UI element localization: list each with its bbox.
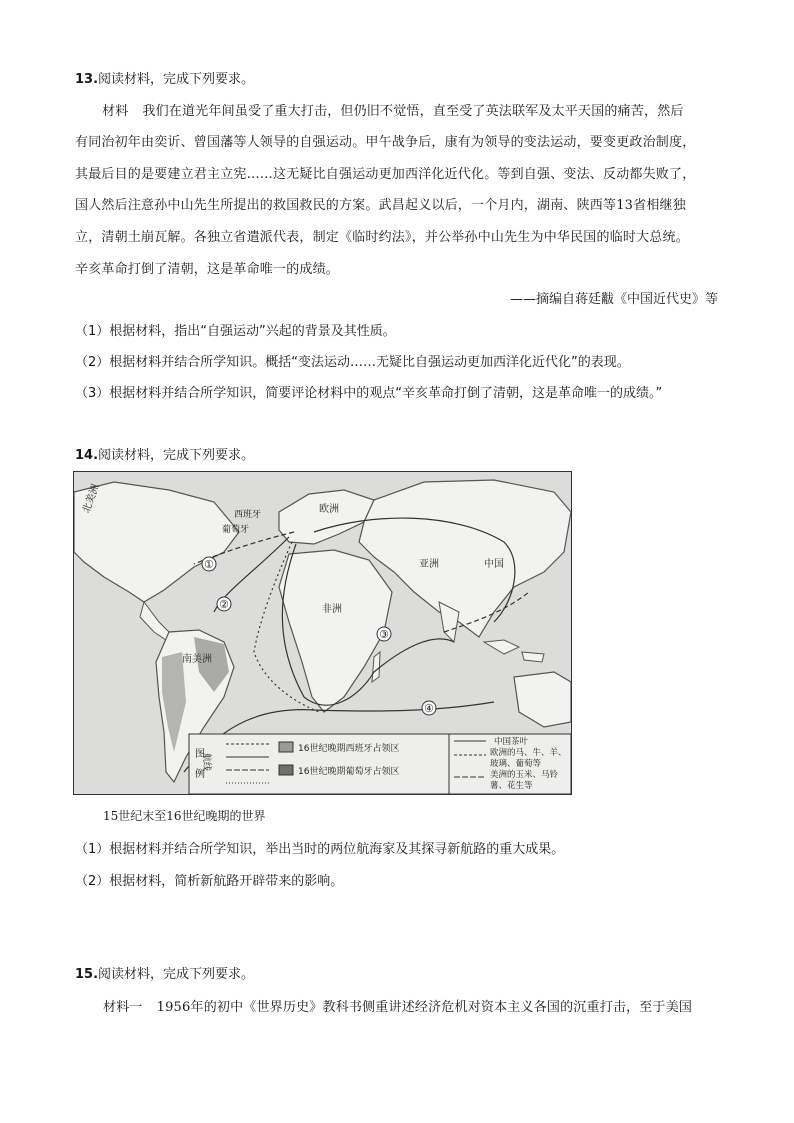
q13-material-line-2: 有同治初年由奕䜣、曾国藩等人领导的自强运动。甲午战争后，康有为领导的变法运动，要变更政治制度， — [75, 135, 696, 150]
q13-material-line-1: 材料 我们在道光年间虽受了重大打击，但仍旧不觉悟，直至受了英法联军及太平天国的痛苦，然后 — [102, 104, 684, 119]
legend-route-label: 航线 — [201, 753, 211, 772]
legend-trade-3: 玻璃、葡萄等 — [490, 759, 542, 769]
q15-material-label: 材料一 — [103, 1000, 143, 1015]
q15-prompt: 阅读材料，完成下列要求。 — [98, 967, 255, 982]
route-marker-3: ③ — [379, 628, 389, 641]
label-europe: 欧洲 — [319, 504, 339, 515]
legend-trade-4: 美洲的玉米、马铃 — [490, 770, 559, 780]
map-legend — [189, 734, 571, 794]
route-marker-2: ② — [219, 598, 229, 611]
label-north-america: 北美洲 — [81, 482, 102, 515]
q13-material-label: 材料 — [102, 104, 129, 119]
q15-heading — [75, 963, 254, 982]
q14-ask-1: （1）根据材料并结合所学知识，举出当时的两位航海家及其探寻新航路的重大成果。 — [75, 842, 565, 857]
legend-title-1: 图 — [195, 749, 205, 760]
label-south-america: 南美洲 — [182, 654, 212, 665]
q13-number: 13. — [75, 72, 99, 87]
q13-prompt: 阅读材料，完成下列要求。 — [98, 72, 255, 87]
q13-material-line-6: 辛亥革命打倒了清朝，这是革命唯一的成绩。 — [75, 262, 340, 277]
q14-prompt: 阅读材料，完成下列要求。 — [98, 448, 255, 463]
q14-number: 14. — [75, 448, 99, 463]
legend-title-2: 例 — [195, 769, 205, 780]
q13-ask-2: （2）根据材料并结合所学知识。概括“变法运动……无疑比自强运动更加西洋化近代化”的表现。 — [75, 355, 630, 370]
label-asia: 亚洲 — [419, 559, 439, 570]
q13-ask-1: （1）根据材料，指出“自强运动”兴起的背景及其性质。 — [75, 324, 396, 339]
q13-heading — [75, 68, 254, 87]
q15-material-line-1: 材料一 1956年的初中《世界历史》教科书侧重讲述经济危机对资本主义各国的沉重打击，至于美国 — [103, 1000, 693, 1015]
q13-material-line-3: 其最后目的是要建立君主立宪……这无疑比自强运动更加西洋化近代化。等到自强、变法、反动都失败了， — [75, 167, 696, 182]
q14-ask-2: （2）根据材料，简析新航路开辟带来的影响。 — [75, 874, 344, 889]
world-map-svg — [74, 472, 571, 794]
label-china: 中国 — [484, 559, 504, 570]
label-portugal: 葡萄牙 — [222, 525, 250, 535]
q13-material-line-5: 立，清朝土崩瓦解。各独立省遣派代表，制定《临时约法》，并公举孙中山先生为中华民国的临时大总统。 — [75, 230, 689, 245]
q15-number: 15. — [75, 967, 99, 982]
route-marker-1: ① — [204, 558, 214, 571]
legend-spain-area: 16世纪晚期西班牙占领区 — [298, 744, 400, 754]
legend-trade-5: 薯、花生等 — [490, 781, 533, 791]
label-spain: 西班牙 — [234, 510, 262, 520]
route-marker-4: ④ — [424, 702, 434, 715]
world-map-figure — [73, 471, 572, 795]
legend-portugal-area: 16世纪晚期葡萄牙占领区 — [298, 767, 400, 777]
map-caption: 15世纪末至16世纪晚期的世界 — [103, 809, 266, 823]
legend-trade-1: 中国茶叶 — [494, 737, 529, 747]
q13-material-line-4: 国人然后注意孙中山先生所提出的救国救民的方案。武昌起义以后，一个月内，湖南、陕西等13省相继独 — [75, 198, 686, 213]
q13-source: ——摘编自蒋廷黻《中国近代史》等 — [509, 292, 718, 307]
label-africa: 非洲 — [322, 604, 342, 615]
q14-heading — [75, 444, 254, 463]
legend-trade-2: 欧洲的马、牛、羊、 — [490, 748, 567, 758]
q13-ask-3: （3）根据材料并结合所学知识，简要评论材料中的观点“辛亥革命打倒了清朝，这是革命唯一的成绩。” — [75, 386, 663, 401]
